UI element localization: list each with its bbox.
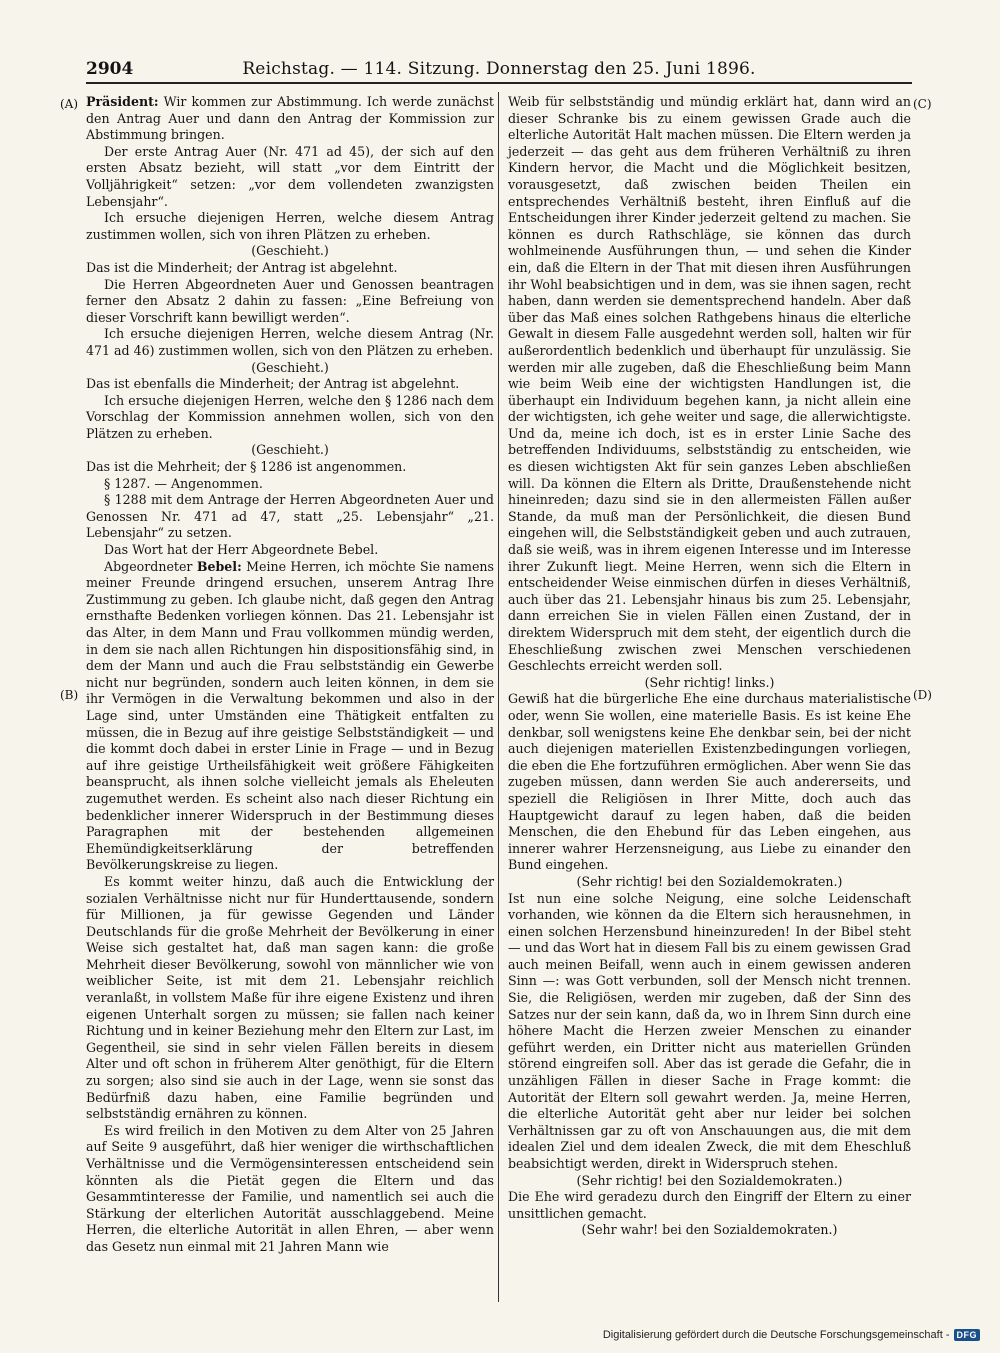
paragraph xyxy=(86,277,494,327)
header-rule xyxy=(86,82,912,84)
paragraph-text: (Sehr richtig! bei den Sozialdemokraten.) xyxy=(576,1172,843,1188)
paragraph xyxy=(508,1189,911,1222)
paragraph-text: Gewiß hat die bürgerliche Ehe eine durchaus materialistische oder, wenn Sie wollen, eine materielle Basis. Es ist keine Ehe denkbar, soll wenigstens keine Ehe denkbar sein, bei der nicht auch diejenigen materiellen Existenzbedingungen vorliegen, die eben die Ehe fortzuführen ermöglichen. Aber wenn Sie das zugeben müssen, dann werden Sie auch andererseits, und speziell die Religiösen in Ihrer Mitte, doch auch das Hauptgewicht darauf zu legen haben, daß die beiden Menschen, die den Ehebund für das Leben eingehen, aus innerer wahrer Herzensneigung, aus Liebe zu einander den Bund eingehen. xyxy=(508,691,911,873)
footer-credit: Digitalisierung gefördert durch die Deutsche Forschungsgemeinschaft - xyxy=(602,1329,950,1341)
paragraph xyxy=(86,360,494,377)
paragraph-text: (Geschieht.) xyxy=(251,442,329,458)
left-column xyxy=(86,94,494,1256)
paragraph xyxy=(508,891,911,1173)
paragraph-text: Das ist die Mehrheit; der § 1286 ist angenommen. xyxy=(86,459,407,475)
paragraph xyxy=(86,393,494,443)
paragraph xyxy=(508,1222,911,1239)
running-title: Reichstag. — 114. Sitzung. Donnerstag den 25. Juni 1896. xyxy=(242,59,756,79)
paragraph-text: (Sehr richtig! links.) xyxy=(644,674,775,690)
paragraph-text: Die Herren Abgeordneten Auer und Genossen beantragen ferner den Absatz 2 dahin zu fassen: „Eine Befreiung von dieser Vorschrift kann bewilligt werden“. xyxy=(86,276,494,325)
paragraph-text: Es wird freilich in den Motiven zu dem Alter von 25 Jahren auf Seite 9 ausgeführt, daß hier weniger die wirthschaftlichen Verhältnisse und die Vermögensinteressen entscheidend sein könnten als die Pietät gegen die Eltern und das Gesammtinteresse der Familie, und namentlich sei auch die Stärkung der elterlichen Autorität ausschlaggebend. Meine Herren, die elterliche Autorität in allen Ehren, — aber wenn das Gesetz nun einmal mit 21 Jahren Mann wie xyxy=(86,1122,494,1254)
paragraph xyxy=(86,144,494,210)
paragraph-text: Ist nun eine solche Neigung, eine solche Leidenschaft vorhanden, wie können da die Eltern sich herausnehmen, in einen solchen Herzensbund hineinzureden! In der Bibel steht — und das Wort hat in diesem Fall bis zu einem gewissen Grad auch meinen Beifall, wenn auch in einem gewissen anderen Sinn —: was Gott verbunden, soll der Mensch nicht trennen. Sie, die Religiösen, werden mir zugeben, daß der Sinn des Satzes nur der sein kann, daß da, wo in Ihrem Sinn durch eine höhere Macht die Herzen zweier Menschen zu einander geführt werden, ein Dritter nicht aus materiellen Gründen störend eingreifen soll. Aber das ist gerade die Gefahr, die in unzähligen Fällen in dieser Sache in Frage kommt: die Autorität der Eltern soll gewahrt werden. Ja, meine Herren, die elterliche Autorität geht aber nur leider bei solchen Verhältnissen gar zu oft von Anschauungen aus, die mit dem idealen Ziel und dem idealen Zweck, die mit dem Eheschluß beabsichtigt werden, direkt in Widerspruch stehen. xyxy=(508,890,911,1171)
footer xyxy=(603,1329,980,1341)
speaker-name: Präsident: xyxy=(86,94,159,109)
paragraph xyxy=(86,210,494,243)
margin-marker-a: (A) xyxy=(60,97,79,111)
paragraph-text: Weib für selbstständig und mündig erklärt hat, dann wird an dieser Schranke bis zu einem gewissen Grade auch die elterliche Autorität Halt machen müssen. Die Eltern werden ja jederzeit — das geht aus dem früheren Verhältniß zu ihren Kindern hervor, die Macht und die Möglichkeit besitzen, vorausgesetzt, daß zwischen beiden Theilen ein entsprechendes Verhältniß besteht, ihren Einfluß auf die Entscheidungen ihrer Kinder jederzeit geltend zu machen. Sie können es durch Rathschläge, sie können das durch wohlmeinende Ausführungen thun, — und sehen die Kinder ein, daß die Eltern in der That mit diesen ihren Ausführungen ihr Wohl beabsichtigen und in dem, was sie ihnen sagen, recht haben, dann werden sie dementsprechend handeln. Aber daß über das Maß eines solchen Rathgebens hinaus die elterliche Gewalt in diesem Falle ausgedehnt werden soll, halten wir für außerordentlich bedenklich und überhaupt für unzulässig. Sie werden mir alle zugeben, daß die Eheschließung beim Mann wie beim Weib eine der wichtigsten Handlungen ist, die überhaupt ein Individuum begehen kann, ja nicht allein eine der wichtigsten, ich gehe weiter und sage, die allerwichtigste. Und da, meine ich doch, ist es in erster Linie Sache des betreffenden Individuums, selbstständig zu entscheiden, wie es diesen wichtigsten Akt für sein ganzes Leben abschließen will. Da können die Eltern als Dritte, Draußenstehende nicht hineinreden; dazu sind sie in den allermeisten Fällen außer Stande, da muß man der Persönlichkeit, die diesen Bund eingehen will, die Selbstständigkeit geben und auch zutrauen, daß sie weiß, was in ihrem eigenen Interesse und im Interesse ihrer Zukunft liegt. Meine Herren, wenn sich die Eltern in entscheidender Weise einmischen dürfen in dieses Verhältniß, auch über das 21. Lebensjahr hinaus bis zum 25. Lebensjahr, dann erreichen Sie in vielen Fällen einen Zustand, der in direktem Widerspruch mit dem steht, der eigentlich durch die Eheschließung zwischen zwei Menschen verschiedenen Geschlechts erreicht werden soll. xyxy=(508,94,911,674)
margin-marker-d: (D) xyxy=(913,688,932,702)
paragraph-text: § 1288 mit dem Antrage der Herren Abgeordneten Auer und Genossen Nr. 471 ad 47, statt „25. Lebensjahr“ „21. Lebensjahr“ zu setzen. xyxy=(86,492,494,541)
paragraph-text: Das ist ebenfalls die Minderheit; der Antrag ist abgelehnt. xyxy=(86,376,460,392)
page-number: 2904 xyxy=(86,59,134,79)
paragraph-text: Das ist die Minderheit; der Antrag ist abgelehnt. xyxy=(86,259,398,275)
paragraph-text: Das Wort hat der Herr Abgeordnete Bebel. xyxy=(104,542,379,558)
paragraph-text: Es kommt weiter hinzu, daß auch die Entwicklung der sozialen Verhältnisse nicht nur für Hunderttausende, sondern für Millionen, ja für gewisse Gegenden und Länder Deutschlands für die große Mehrheit der Bevölkerung in einer Weise sich gestaltet hat, daß man sagen kann: die große Mehrheit dieser Bevölkerung, sowohl von männlicher wie von weiblicher Seite, ist mit dem 21. Lebensjahr reichlich veranlaßt, in vollstem Maße für ihre eigene Existenz und ihren eigenen Unterhalt sorgen zu müssen; sie fallen nach keiner Richtung und in keiner Beziehung mehr den Eltern zur Last, im Gegentheil, sie sind in sehr vielen Fällen bereits in diesem Alter und oft schon in früherem Alter genöthigt, für die Eltern zu sorgen; also sind sie auch in der Lage, wenn sie sonst das Bedürfniß dazu haben, eine Familie begründen und selbstständig ernähren zu können. xyxy=(86,873,494,1122)
paragraph xyxy=(508,1173,911,1190)
paragraph-text: Meine Herren, ich möchte Sie namens meiner Freunde dringend ersuchen, unserem Antrag Ihre Zustimmung zu geben. Ich glaube nicht, daß gegen den Antrag ernsthafte Bedenken vorliegen können. Das 21. Lebensjahr ist das Alter, in dem Mann und Frau vollkommen mündig werden, in dem sie nach allen Richtungen hin dispositionsfähig sind, in dem der Mann und auch die Frau selbstständig ein Gewerbe nicht nur begründen, sondern auch leiten können, in dem sie ihr Vermögen in die Verwaltung bekommen und also in der Lage sind, unter Umständen eine Thätigkeit entfalten zu müssen, die in Bezug auf ihre geistige Selbstständigkeit — und die kommt doch dabei in erster Linie in Frage — und in Bezug auf ihre geistige Urtheilsfähigkeit weit größere Fähigkeiten beansprucht, als ihnen solche vielleicht jemals als Eheleuten zugemuthet werden. Es scheint also nach dieser Richtung ein bedenklicher innerer Widerspruch in der Bestimmung dieses Paragraphen mit der bestehenden allgemeinen Ehemündigkeitserklärung der betreffenden Bevölkerungskreise zu liegen. xyxy=(86,558,495,873)
paragraph xyxy=(86,94,494,144)
paragraph xyxy=(86,442,494,459)
paragraph-text: Ich ersuche diejenigen Herren, welche den § 1286 nach dem Vorschlag der Kommission annehmen wollen, sich von den Plätzen zu erheben. xyxy=(86,392,494,441)
paragraph-text: (Geschieht.) xyxy=(251,243,329,259)
paragraph-text: Der erste Antrag Auer (Nr. 471 ad 45), der sich auf den ersten Absatz bezieht, will statt „vor dem Eintritt der Volljährigkeit“ setzen: „vor dem vollendeten zwanzigsten Lebensjahr“. xyxy=(86,143,494,209)
paragraph xyxy=(86,476,494,493)
paragraph-text: Wir kommen zur Abstimmung. Ich werde zunächst den Antrag Auer und dann den Antrag der Kommission zur Abstimmung bringen. xyxy=(86,94,494,143)
paragraph-text: (Sehr richtig! bei den Sozialdemokraten.) xyxy=(576,873,843,889)
paragraph-text: Ich ersuche diejenigen Herren, welche diesem Antrag zustimmen wollen, sich von ihren Plätzen zu erheben. xyxy=(86,210,494,242)
dfg-logo: DFG xyxy=(954,1329,981,1341)
page-header xyxy=(86,56,912,82)
paragraph xyxy=(86,559,494,874)
paragraph xyxy=(508,94,911,675)
paragraph xyxy=(86,326,494,359)
paragraph xyxy=(86,492,494,542)
paragraph xyxy=(86,243,494,260)
speaker-prefix: Abgeordneter xyxy=(104,558,197,574)
paragraph-text: § 1287. — Angenommen. xyxy=(104,475,263,491)
paragraph xyxy=(508,675,911,692)
paragraph xyxy=(508,691,911,874)
speaker-name: Bebel: xyxy=(196,558,242,574)
paragraph xyxy=(86,542,494,559)
paragraph-text: (Geschieht.) xyxy=(251,359,329,375)
margin-marker-c: (C) xyxy=(913,97,932,111)
paragraph-text: Die Ehe wird geradezu durch den Eingriff der Eltern zu einer unsittlichen gemacht. xyxy=(508,1189,911,1221)
paragraph xyxy=(86,376,494,393)
paragraph xyxy=(86,1123,494,1256)
paragraph xyxy=(86,874,494,1123)
paragraph-text: (Sehr wahr! bei den Sozialdemokraten.) xyxy=(581,1222,838,1238)
paragraph xyxy=(86,260,494,277)
margin-marker-b: (B) xyxy=(60,688,79,702)
column-divider xyxy=(498,92,499,1302)
paragraph xyxy=(86,459,494,476)
paragraph-text: Ich ersuche diejenigen Herren, welche diesem Antrag (Nr. 471 ad 46) zustimmen wollen, sich von den Plätzen zu erheben. xyxy=(86,326,494,358)
right-column xyxy=(508,94,911,1239)
paragraph xyxy=(508,874,911,891)
